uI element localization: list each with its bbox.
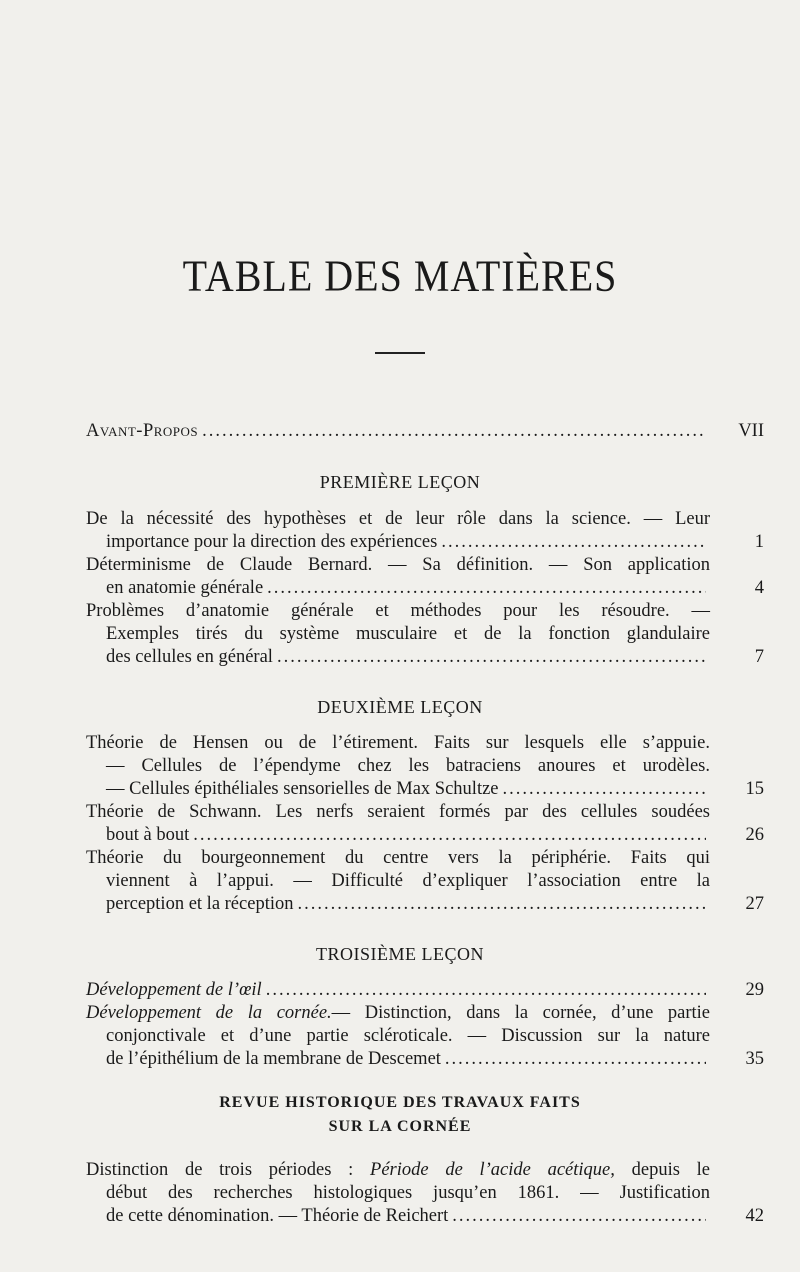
entry-line: bout à bout (106, 825, 190, 845)
leader-dots (277, 646, 706, 669)
leader-dots (267, 577, 706, 600)
page-number: 35 (745, 1049, 764, 1069)
toc-entry (86, 1002, 764, 1071)
toc-entry (86, 600, 764, 669)
page-title: TABLE DES MATIÈRES (182, 250, 618, 301)
title-rule (375, 352, 425, 354)
leader-dots (441, 531, 706, 554)
toc-entry (86, 847, 764, 916)
page-number: 15 (745, 779, 764, 799)
page-number: 26 (745, 825, 764, 845)
entry-line: Théorie du bourgeonnement du centre vers la périphérie. Faits qui (86, 848, 710, 868)
page-number: 1 (754, 532, 764, 552)
entry-line-rest: — Distinction, dans la cornée, d’une partie (331, 1003, 710, 1023)
entry-line: Exemples tirés du système musculaire et de la fonction glandulaire (106, 624, 710, 644)
entry-line: Théorie de Schwann. Les nerfs seraient formés par des cellules soudées (86, 802, 710, 822)
entry-line: perception et la réception (106, 894, 294, 914)
entry-line-part: Distinction de trois périodes : (86, 1160, 371, 1180)
leader-dots (202, 420, 706, 443)
revue-heading-line2: SUR LA CORNÉE (328, 1118, 472, 1135)
entry-line-part: depuis le (614, 1160, 710, 1180)
entry-line: viennent à l’appui. — Difficulté d’expliquer l’association entre la (106, 871, 710, 891)
entry-line: Problèmes d’anatomie générale et méthodes pour les résoudre. — (86, 601, 710, 621)
toc-entry (86, 979, 764, 1002)
leader-dots (503, 778, 706, 801)
toc-entry (86, 801, 764, 847)
entry-line: Déterminisme de Claude Bernard. — Sa définition. — Son application (86, 555, 710, 575)
page-number: 27 (745, 894, 764, 914)
entry-italic: Période de l’acide acétique, (370, 1160, 615, 1180)
entry-line: — Cellules de l’épendyme chez les batraciens anoures et urodèles. (106, 756, 710, 776)
toc-entry-avant-propos (86, 420, 764, 443)
entry-line: début des recherches histologiques jusqu’en 1861. — Justification (106, 1183, 710, 1203)
leader-dots (445, 1048, 706, 1071)
entry-line: — Cellules épithéliales sensorielles de Max Schultze (106, 779, 499, 799)
entry-italic: Développement de la cornée. (86, 1003, 332, 1023)
entry-line (86, 1002, 710, 1025)
toc-entry-revue (86, 1159, 764, 1228)
entry-line (86, 1159, 710, 1182)
page-number: 4 (754, 578, 764, 598)
page-number: 7 (754, 647, 764, 667)
entry-line: Développement de l’œil (86, 980, 262, 1000)
page-number: 29 (745, 980, 764, 1000)
leader-dots (297, 893, 706, 916)
leader-dots (193, 824, 706, 847)
entry-line: de l’épithélium de la membrane de Descemet (106, 1049, 441, 1069)
revue-heading-line1: REVUE HISTORIQUE DES TRAVAUX FAITS (219, 1094, 581, 1111)
section-heading-deuxieme-lecon: DEUXIÈME LEÇON (317, 697, 483, 717)
entry-line: Théorie de Hensen ou de l’étirement. Faits sur lesquels elle s’appuie. (86, 733, 710, 753)
section-heading-troisieme-lecon: TROISIÈME LEÇON (316, 944, 484, 964)
leader-dots (266, 979, 706, 1002)
toc-entry (86, 554, 764, 600)
entry-line: importance pour la direction des expériences (106, 532, 438, 552)
entry-line: des cellules en général (106, 647, 273, 667)
entry-line: de cette dénomination. — Théorie de Reichert (106, 1206, 449, 1226)
toc-entry (86, 508, 764, 554)
entry-text: Avant-Propos (86, 421, 199, 441)
section-heading-premiere-lecon: PREMIÈRE LEÇON (319, 472, 481, 492)
page-number: VII (738, 421, 764, 441)
entry-line: en anatomie générale (106, 578, 264, 598)
leader-dots (452, 1205, 706, 1228)
page-number: 42 (745, 1206, 764, 1226)
entry-line: De la nécessité des hypothèses et de leur rôle dans la science. — Leur (86, 509, 710, 529)
entry-line: conjonctivale et d’une partie scléroticale. — Discussion sur la nature (106, 1026, 710, 1046)
toc-entry (86, 732, 764, 801)
